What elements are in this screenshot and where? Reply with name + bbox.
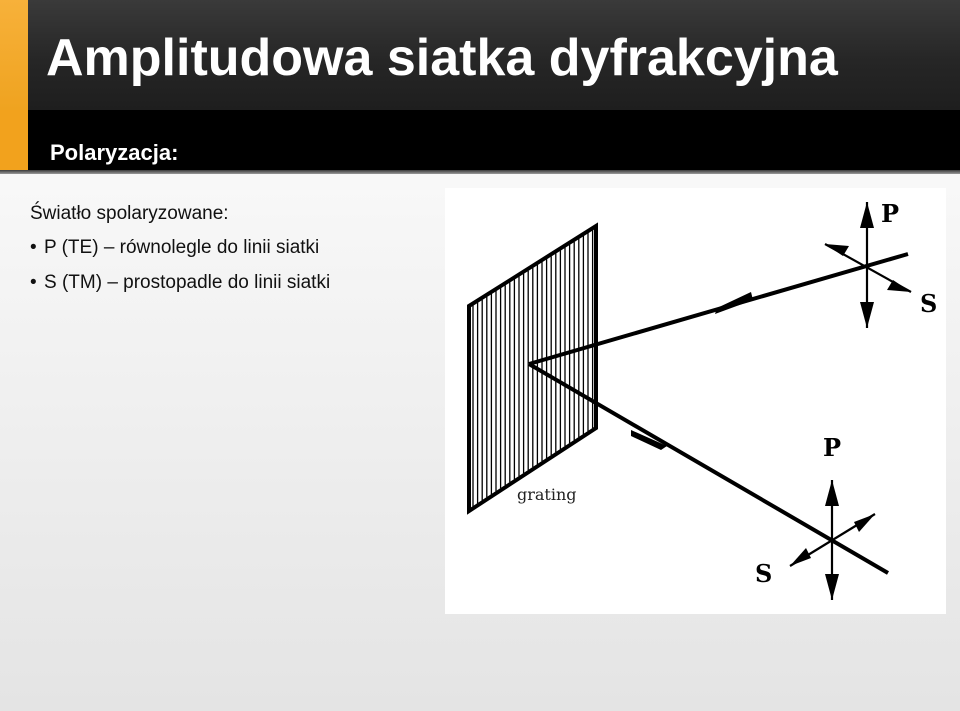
incident-p-label: P xyxy=(823,433,842,462)
bullet-item-s xyxy=(30,272,430,294)
bullet-text-p: P (TE) – równolegle do linii siatki xyxy=(44,237,320,258)
slide-title: Amplitudowa siatka dyfrakcyjna xyxy=(46,29,838,87)
grating-label: grating xyxy=(517,485,577,504)
incident-s-label: S xyxy=(755,559,773,588)
content-lead: Światło spolaryzowane: xyxy=(30,203,229,224)
incident-beam xyxy=(529,364,888,573)
slide-content xyxy=(30,203,430,307)
header-divider xyxy=(0,170,960,174)
slide-header xyxy=(0,0,960,172)
incident-polarization-cross xyxy=(790,480,875,600)
slide-subtitle: Polaryzacja: xyxy=(50,140,179,165)
bullet-icon: • xyxy=(30,237,37,258)
header-accent-bar xyxy=(0,0,28,172)
reflected-p-label: P xyxy=(881,199,900,228)
header-accent-top xyxy=(0,0,28,110)
bullet-text-s: S (TM) – prostopadle do linii siatki xyxy=(44,272,331,293)
grating-plate xyxy=(469,226,596,511)
grating-diagram-svg xyxy=(445,188,946,614)
reflected-s-label: S xyxy=(920,289,938,318)
bullet-icon: • xyxy=(30,272,37,293)
grating-diagram xyxy=(445,188,946,614)
bullet-list xyxy=(30,237,430,294)
bullet-item-p xyxy=(30,237,430,259)
